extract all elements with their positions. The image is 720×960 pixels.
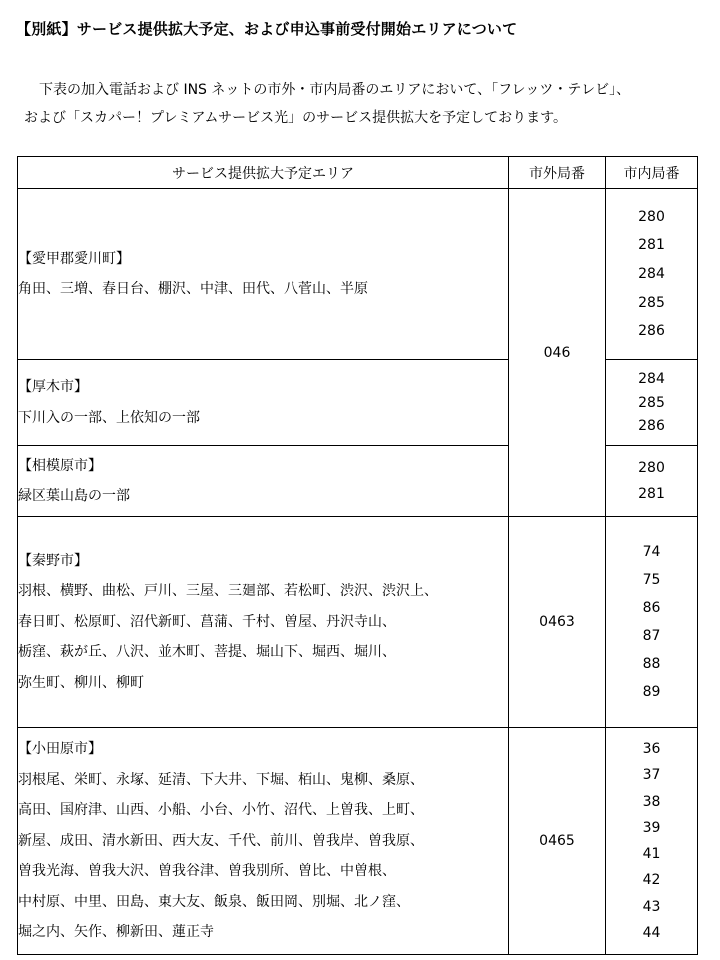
local-code: 88 [642,656,661,672]
area-towns: 堀之内、矢作、柳新田、蓮正寺 [18,924,214,941]
area-name: 【愛甲郡愛川町】 [18,250,130,267]
local-code: 75 [642,572,661,588]
intro-line-2: および「スカパー！プレミアムサービス光」のサービス提供拡大を予定しております。 [24,110,568,126]
local-code: 43 [642,898,661,915]
area-towns: 角田、三増、春日台、棚沢、中津、田代、八菅山、半原 [18,281,368,297]
area-towns: 新屋、成田、清水新田、西大友、千代、前川、曽我岸、曽我原、 [18,832,424,849]
page-title: 【別紙】サービス提供拡大予定、および申込事前受付開始エリアについて [16,20,518,38]
area-cell [18,517,509,728]
area-cell [18,189,509,360]
local-code: 280 [638,460,665,477]
area-towns: 羽根尾、栄町、永塚、延清、下大井、下堀、栢山、鬼柳、桑原、 [18,771,424,788]
local-code: 284 [638,370,665,387]
area-towns: 緑区葉山島の一部 [18,488,130,504]
local-code: 284 [638,265,665,282]
local-code: 87 [642,628,661,644]
table-row [18,189,698,360]
area-code-cell: 0463 [509,517,606,728]
local-code-cell [606,728,698,955]
area-towns: 栃窪、萩が丘、八沢、並木町、菩提、堀山下、堀西、堀川、 [18,644,396,661]
intro-line-1: 下表の加入電話および INS ネットの市外・市内局番のエリアにおいて、「フレッツ・テレビ」、 [39,82,631,98]
area-name: 【厚木市】 [18,379,88,395]
local-code: 286 [638,418,665,435]
area-code-cell: 0465 [509,728,606,955]
local-code-cell [606,517,698,728]
table-row [18,517,698,728]
area-name: 【小田原市】 [18,741,102,758]
header-local-code: 市内局番 [606,157,698,189]
local-code: 42 [642,872,661,889]
area-towns: 中村原、中里、田島、東大友、飯泉、飯田岡、別堀、北ノ窪、 [18,893,410,910]
local-code: 74 [642,544,661,560]
local-code: 281 [638,485,665,502]
table-row [18,728,698,955]
area-towns: 曽我光海、曽我大沢、曽我谷津、曽我別所、曽比、中曽根、 [18,863,396,880]
local-code: 41 [642,846,661,863]
area-towns: 羽根、横野、曲松、戸川、三屋、三廻部、若松町、渋沢、渋沢上、 [18,583,438,600]
local-code: 286 [638,323,665,340]
area-code-cell: 046 [509,189,606,517]
local-code: 285 [638,394,665,411]
local-code: 281 [638,237,665,254]
local-code: 38 [642,793,661,810]
header-area: サービス提供拡大予定エリア [18,157,509,189]
local-code: 89 [642,684,661,700]
table-header-row [18,157,698,189]
local-code-cell [606,446,698,517]
local-code: 86 [642,600,661,616]
local-code: 36 [642,741,661,758]
area-cell [18,446,509,517]
area-towns: 高田、国府津、山西、小船、小台、小竹、沼代、上曽我、上町、 [18,802,424,819]
local-code: 37 [642,767,661,784]
service-area-table [17,156,698,955]
intro-paragraph [24,76,704,132]
header-area-code: 市外局番 [509,157,606,189]
area-towns: 弥生町、柳川、柳町 [18,674,144,691]
local-code: 44 [642,924,661,941]
area-cell [18,728,509,955]
area-cell [18,360,509,446]
area-name: 【相模原市】 [18,457,102,474]
local-code: 39 [642,819,661,836]
local-code: 280 [638,208,665,225]
area-towns: 春日町、松原町、沼代新町、菖蒲、千村、曽屋、丹沢寺山、 [18,613,396,630]
local-code-cell [606,189,698,360]
local-code: 285 [638,294,665,311]
area-towns: 下川入の一部、上依知の一部 [18,409,200,426]
local-code-cell [606,360,698,446]
area-name: 【秦野市】 [18,552,88,569]
